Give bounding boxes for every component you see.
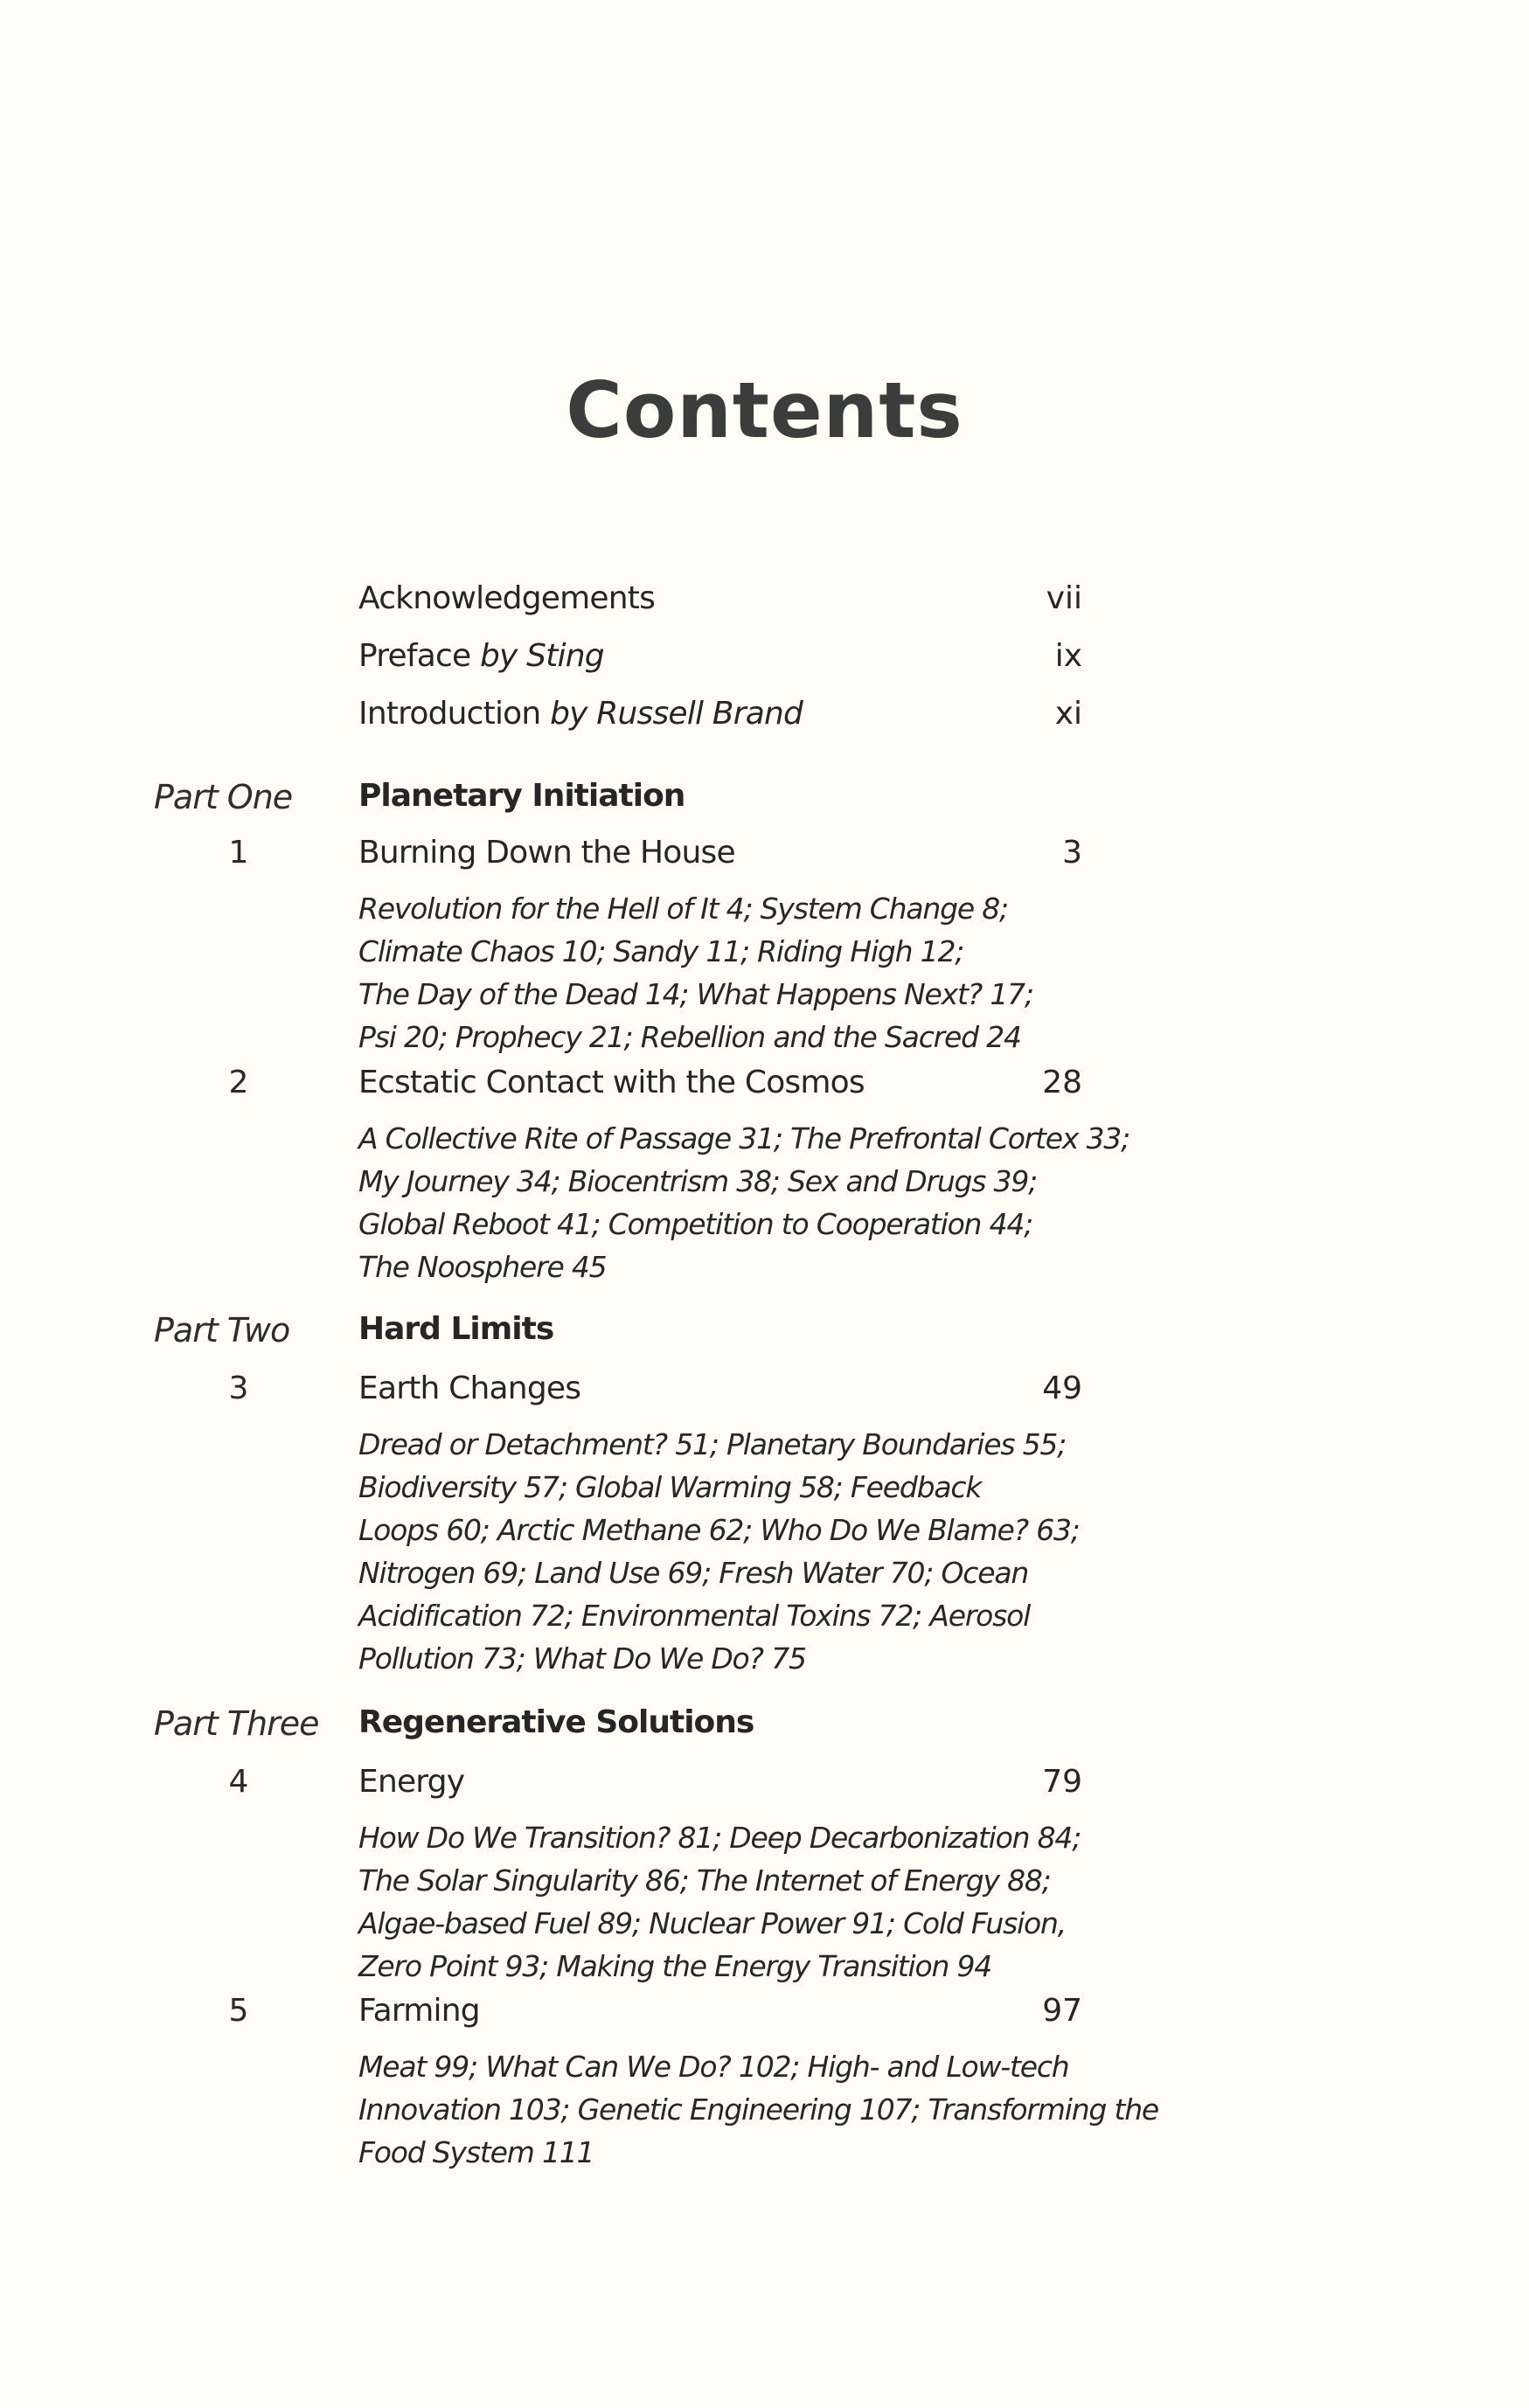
chapter-page: 3	[1062, 835, 1082, 871]
chapter-title: Farming	[358, 1993, 480, 2029]
chapter-sections	[358, 2045, 1158, 2174]
section-line: How Do We Transition? 81; Deep Decarbonization 84;	[358, 1821, 1081, 1855]
section-line: Global Reboot 41; Competition to Cooperation 44;	[358, 1207, 1033, 1241]
section-line: Nitrogen 69; Land Use 69; Fresh Water 70; Ocean	[358, 1556, 1029, 1590]
section-line: Biodiversity 57; Global Warming 58; Feedback	[358, 1470, 982, 1504]
section-line: Climate Chaos 10; Sandy 11; Riding High 12;	[358, 934, 964, 968]
section-line: Algae-based Fuel 89; Nuclear Power 91; Cold Fusion,	[358, 1906, 1067, 1940]
chapter-sections	[358, 1423, 1080, 1680]
entry-page: vii	[1046, 580, 1082, 616]
chapter-page: 79	[1042, 1764, 1082, 1800]
section-line: My Journey 34; Biocentrism 38; Sex and Drugs 39;	[358, 1164, 1038, 1198]
section-line: Revolution for the Hell of It 4; System Change 8;	[358, 892, 1008, 926]
section-line: Pollution 73; What Do We Do? 75	[358, 1641, 806, 1676]
entry-label: Acknowledgements	[358, 580, 656, 616]
section-line: The Day of the Dead 14; What Happens Next? 17;	[358, 977, 1033, 1011]
chapter-page: 97	[1042, 1993, 1082, 2029]
entry-byline: by Sting	[479, 638, 604, 674]
toc-entry-acknowledgements[interactable]	[0, 580, 1529, 638]
part-label: Part Two	[154, 1311, 290, 1350]
chapter-sections	[358, 1117, 1129, 1288]
entry-title: Preface	[358, 638, 480, 674]
section-line: Acidification 72; Environmental Toxins 72; Aerosol	[358, 1599, 1031, 1633]
chapter-number: 2	[228, 1065, 249, 1100]
section-line: The Solar Singularity 86; The Internet of Energy 88;	[358, 1863, 1051, 1898]
toc-entry-introduction[interactable]	[0, 696, 1529, 753]
section-line: The Noosphere 45	[358, 1250, 607, 1284]
section-line: Dread or Detachment? 51; Planetary Boundaries 55;	[358, 1427, 1067, 1461]
part-title: Planetary Initiation	[358, 778, 685, 814]
entry-page: ix	[1054, 638, 1082, 674]
section-line: Meat 99; What Can We Do? 102; High- and Low-tech	[358, 2050, 1069, 2084]
toc-entry-preface[interactable]	[0, 638, 1529, 696]
chapter-page: 28	[1042, 1065, 1082, 1100]
entry-label	[358, 638, 604, 674]
chapter-title: Ecstatic Contact with the Cosmos	[358, 1065, 865, 1100]
entry-label	[358, 696, 803, 732]
part-title: Hard Limits	[358, 1311, 554, 1347]
chapter-sections	[358, 1816, 1081, 1988]
chapter-page: 49	[1042, 1371, 1082, 1406]
part-label: Part Three	[154, 1704, 319, 1743]
chapter-title: Earth Changes	[358, 1371, 581, 1406]
section-line: Innovation 103; Genetic Engineering 107; Transforming the	[358, 2092, 1159, 2127]
section-line: A Collective Rite of Passage 31; The Prefrontal Cortex 33;	[358, 1121, 1130, 1155]
chapter-number: 3	[228, 1371, 249, 1406]
section-line: Food System 111	[358, 2135, 594, 2169]
chapter-number: 1	[228, 835, 249, 871]
entry-title: Introduction	[358, 696, 551, 732]
chapter-number: 5	[228, 1993, 249, 2029]
part-label: Part One	[154, 778, 293, 816]
page-title: Contents	[566, 365, 963, 455]
part-title: Regenerative Solutions	[358, 1704, 754, 1740]
chapter-title: Energy	[358, 1764, 465, 1800]
chapter-number: 4	[228, 1764, 249, 1800]
section-line: Zero Point 93; Making the Energy Transition 94	[358, 1949, 992, 1983]
section-line: Loops 60; Arctic Methane 62; Who Do We Blame? 63;	[358, 1513, 1080, 1547]
front-matter	[0, 580, 1529, 753]
section-line: Psi 20; Prophecy 21; Rebellion and the Sacred 24	[358, 1020, 1021, 1054]
entry-page: xi	[1054, 696, 1082, 732]
chapter-title: Burning Down the House	[358, 835, 735, 871]
chapter-sections	[358, 887, 1033, 1058]
entry-byline: by Russell Brand	[550, 696, 803, 732]
